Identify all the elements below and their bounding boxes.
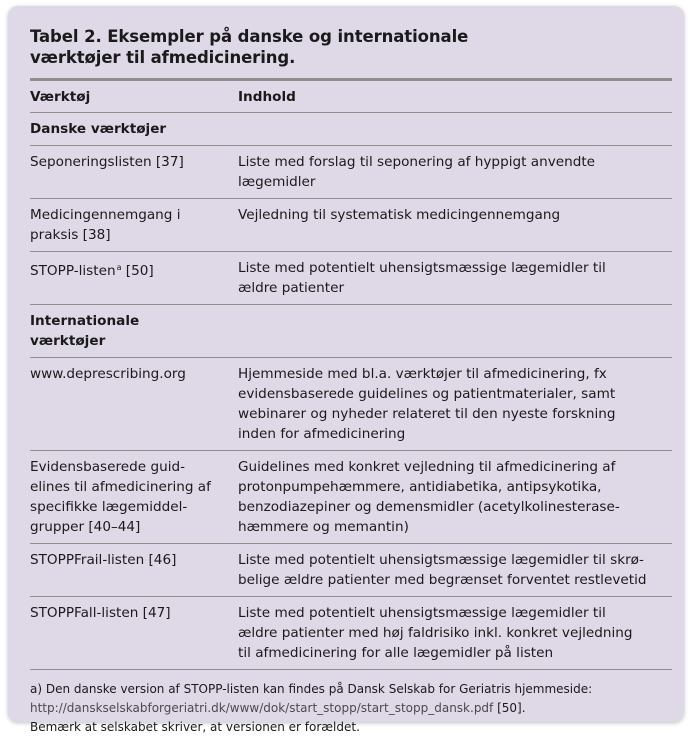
content-text: Liste med potentielt uhensigtsmæssige lægemidler til (238, 605, 606, 621)
tools-table (30, 81, 672, 670)
tool-text: grupper [40–44] (30, 519, 141, 535)
tool-text: Medicingennemgang i (30, 207, 181, 223)
header-content: Indhold (238, 81, 672, 113)
header-row (30, 81, 672, 113)
footnote-url[interactable]: http://danskselskabforgeriatri.dk/www/dok/start_stopp/start_stopp_dansk.pdf (30, 701, 494, 715)
footnote-marker: a (116, 263, 122, 272)
tool-text: STOPPFall-listen [47] (30, 605, 171, 621)
table-row (30, 358, 672, 451)
section-label-line: Internationale (30, 313, 140, 329)
tool-text: praksis [38] (30, 227, 111, 243)
table-row (30, 451, 672, 544)
tool-cell (30, 199, 238, 252)
content-text: belige ældre patienter med begrænset forventet restlevetid (238, 572, 647, 588)
section-label-line: værktøjer (30, 333, 106, 349)
table-title-line1: Tabel 2. Eksempler på danske og internationale (30, 27, 469, 46)
content-text: Liste med forslag til seponering af hyppigt anvendte (238, 154, 596, 170)
section-empty (238, 305, 672, 358)
content-text: lægemidler (238, 174, 316, 190)
content-cell (238, 358, 672, 451)
tool-cell (30, 597, 238, 670)
content-text: ældre patienter med høj faldrisiko inkl. konkret vejledning (238, 625, 633, 641)
tool-cell (30, 544, 238, 597)
section-row-danish (30, 113, 672, 146)
content-cell (238, 451, 672, 544)
content-text: Hjemmeside med bl.a. værktøjer til afmedicinering, fx (238, 366, 607, 382)
content-cell (238, 597, 672, 670)
tool-text: www.deprescribing.org (30, 366, 186, 382)
tool-cell (30, 451, 238, 544)
content-text: inden for afmedicinering (238, 426, 406, 442)
section-empty (238, 113, 672, 146)
content-text: protonpumpehæmmere, antidiabetika, antipsykotika, (238, 479, 602, 495)
content-text: webinarer og nyheder relateret til den nyeste forskning (238, 406, 616, 422)
footnote-line3: Bemærk at selskabet skriver, at versionen er forældet. (30, 720, 360, 734)
section-label-danish: Danske værktøjer (30, 113, 238, 146)
content-text: til afmedicinering for alle lægemidler på listen (238, 645, 554, 661)
content-text: hæmmere og memantin) (238, 519, 409, 535)
table-row (30, 597, 672, 670)
table-card (8, 6, 684, 734)
content-cell (238, 252, 672, 305)
table-title (30, 26, 672, 68)
footnote-line1: a) Den danske version af STOPP-listen kan findes på Dansk Selskab for Geriatris hjemmeside: (30, 682, 593, 696)
section-row-international (30, 305, 672, 358)
tool-ref: [50] (121, 263, 154, 279)
table-row (30, 146, 672, 199)
content-text: Liste med potentielt uhensigtsmæssige lægemidler til (238, 260, 606, 276)
table-row (30, 252, 672, 305)
content-cell (238, 199, 672, 252)
tool-text: specifikke lægemiddel- (30, 499, 188, 515)
header-tool: Værktøj (30, 81, 238, 113)
content-cell (238, 544, 672, 597)
tool-text: STOPP-listen (30, 263, 116, 279)
footnote (30, 680, 672, 737)
content-text: benzodiazepiner og demensmidler (acetylkolinesterase- (238, 499, 620, 515)
content-cell (238, 146, 672, 199)
content-text: Liste med potentielt uhensigtsmæssige lægemidler til skrø- (238, 552, 644, 568)
tool-cell (30, 252, 238, 305)
content-text: Vejledning til systematisk medicingennemgang (238, 207, 561, 223)
tool-text: Seponeringslisten [37] (30, 154, 184, 170)
content-text: Guidelines med konkret vejledning til afmedicinering af (238, 459, 616, 475)
table-container (30, 26, 672, 737)
tool-cell (30, 146, 238, 199)
content-text: ældre patienter (238, 280, 345, 296)
table-row (30, 544, 672, 597)
tool-text: Evidensbaserede guid- (30, 459, 186, 475)
tool-text: STOPPFrail-listen [46] (30, 552, 177, 568)
tool-text: elines til afmedicinering af (30, 479, 211, 495)
table-row (30, 199, 672, 252)
footnote-ref: [50]. (493, 701, 526, 715)
tool-cell (30, 358, 238, 451)
table-title-line2: værktøjer til afmedicinering. (30, 48, 296, 67)
section-label-international (30, 305, 238, 358)
content-text: evidensbaserede guidelines og patientmaterialer, samt (238, 386, 616, 402)
